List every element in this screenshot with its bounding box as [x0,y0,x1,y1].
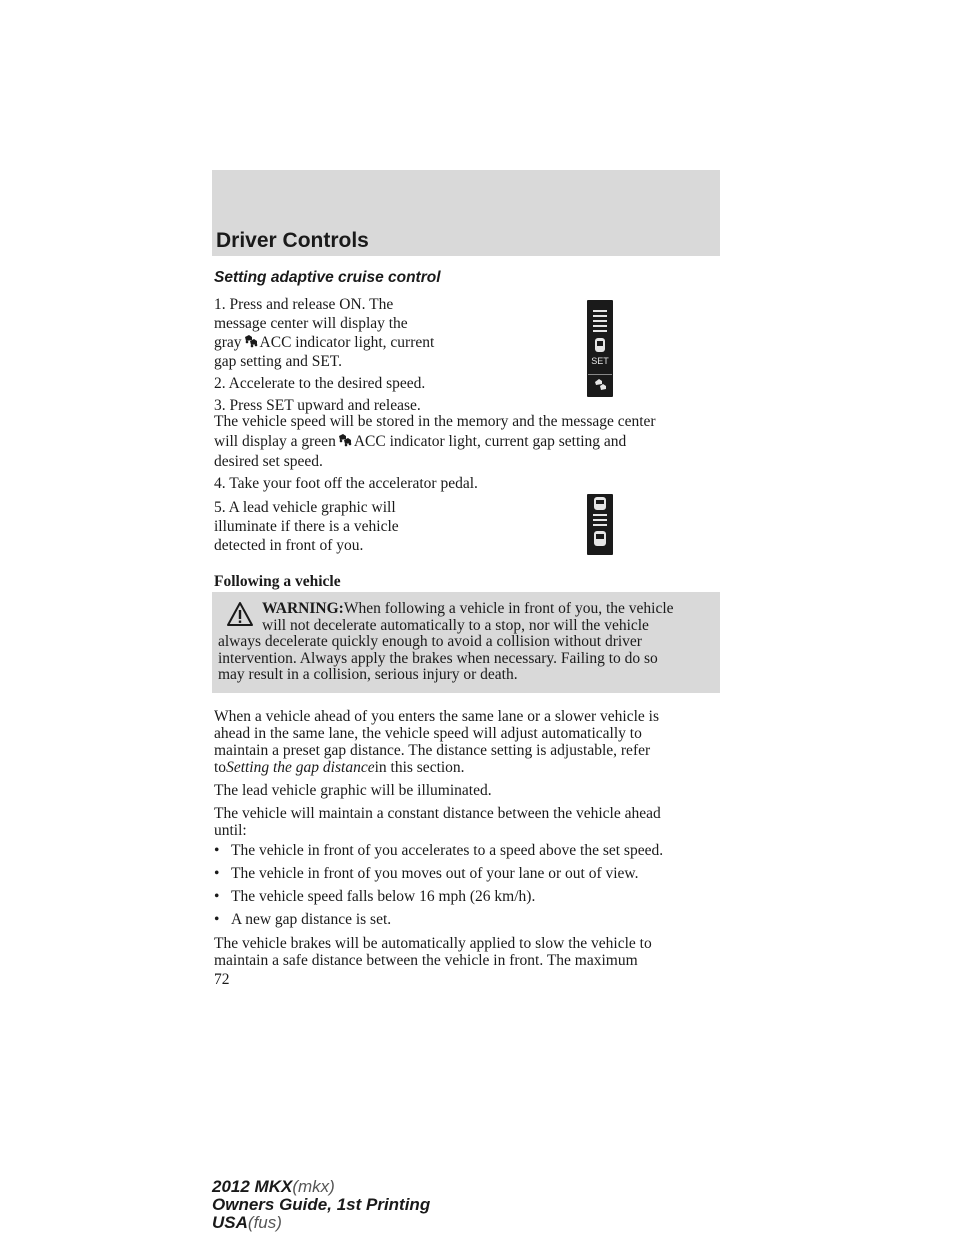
bullet-marker: • [214,865,220,882]
para-1-line-3: maintain a preset gap distance. The distance setting is adjustable, refer [214,742,651,759]
acc-display-set-panel [587,300,613,397]
lead-vehicle-icon [587,494,613,555]
bullet-item: A new gap distance is set. [231,911,392,928]
para-1-tail: in this section. [374,759,465,776]
warning-line-4: intervention. Always apply the brakes when necessary. Failing to do so [218,649,658,667]
section-heading-following: Following a vehicle [214,573,341,590]
step-1-line-3 [214,333,434,352]
step-3-green: will display a green [214,433,336,450]
step-2: 2. Accelerate to the desired speed. [214,375,426,392]
step-4: 4. Take your foot off the accelerator pedal. [214,475,478,492]
warning-label: WARNING: [262,600,344,617]
para-3-line-1: The vehicle will maintain a constant distance between the vehicle ahead [214,805,661,822]
step-1-line-4: gap setting and SET. [214,353,342,370]
step-3-cont-2 [214,432,626,451]
para-1-to: to [214,759,227,776]
bullet-marker: • [214,842,220,859]
warning-line-2: will not decelerate automatically to a stop, nor will the vehicle [262,616,649,634]
bullet-marker: • [214,911,220,928]
step-1-line-1: 1. Press and release ON. The [214,296,394,313]
gap-setting-bars-icon [587,300,613,397]
step-3-cont-3: desired set speed. [214,453,323,470]
acc-indicator-icon [337,433,353,447]
bullet-item: The vehicle speed falls below 16 mph (26 km/h). [231,888,536,905]
step-1-gray: gray [214,334,242,351]
page-title: Driver Controls [216,229,369,252]
bullet-item: The vehicle in front of you moves out of your lane or out of view. [231,865,639,882]
page-number: 72 [214,971,230,988]
step-1-acc-text: ACC indicator light, current [259,334,435,351]
section-heading-setting: Setting adaptive cruise control [214,269,441,286]
para-1-line-4 [214,758,465,777]
set-label: SET [591,356,609,366]
para-2: The lead vehicle graphic will be illuminated. [214,782,492,799]
step-3: 3. Press SET upward and release. [214,397,421,414]
acc-indicator-icon [243,334,259,348]
para-3-line-2: until: [214,822,247,839]
bullet-marker: • [214,888,220,905]
para-1-line-2: ahead in the same lane, the vehicle speed will adjust automatically to [214,725,642,742]
para-4-line-2: maintain a safe distance between the vehicle in front. The maximum [214,952,638,969]
para-4-line-1: The vehicle brakes will be automatically applied to slow the vehicle to [214,935,652,952]
step-1-line-2: message center will display the [214,315,408,332]
footer-model: 2012 MKX [212,1177,293,1196]
step-5-line-2: illuminate if there is a vehicle [214,518,399,535]
warning-line-5: may result in a collision, serious injury or death. [218,666,518,683]
footer [212,1178,430,1232]
bullet-item: The vehicle in front of you accelerates to a speed above the set speed. [231,842,664,859]
footer-model-code: (mkx) [292,1177,335,1196]
step-3-acc-text: ACC indicator light, current gap setting and [353,433,627,450]
lead-vehicle-panel [587,494,613,555]
warning-line-3: always decelerate quickly enough to avoid a collision without driver [218,633,642,650]
setting-gap-distance-reference: Setting the gap distance [226,759,375,776]
step-5-line-1: 5. A lead vehicle graphic will [214,499,396,516]
para-1-line-1: When a vehicle ahead of you enters the same lane or a slower vehicle is [214,708,660,725]
step-3-cont-1: The vehicle speed will be stored in the memory and the message center [214,413,656,430]
step-5-line-3: detected in front of you. [214,537,364,554]
footer-guide: Owners Guide, 1st Printing [212,1195,431,1214]
warning-text [218,601,714,684]
footer-region: USA [212,1213,248,1232]
footer-region-code: (fus) [247,1213,282,1232]
warning-line-1: When following a vehicle in front of you, the vehicle [343,600,674,617]
